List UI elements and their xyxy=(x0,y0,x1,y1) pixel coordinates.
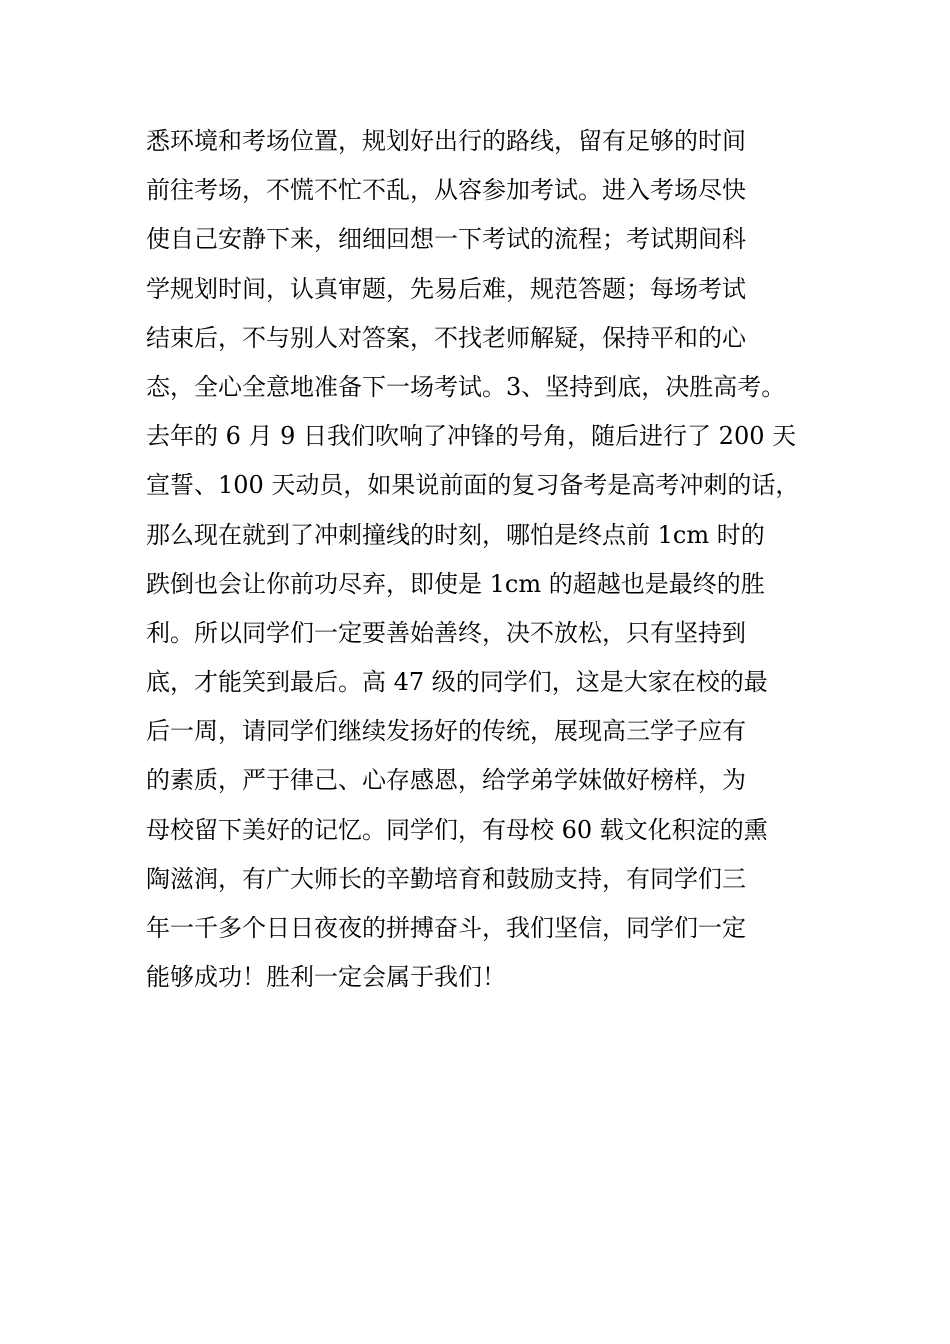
body-paragraph xyxy=(146,117,836,1002)
text-line: 利。所以同学们一定要善始善终，决不放松，只有坚持到 xyxy=(146,618,746,647)
text-line: 那么现在就到了冲刺撞线的时刻，哪怕是终点前 1cm 时的 xyxy=(146,520,765,549)
text-line: 母校留下美好的记忆。同学们，有母校 60 载文化积淀的熏 xyxy=(146,815,768,844)
text-line: 态，全心全意地准备下一场考试。3、坚持到底，决胜高考。 xyxy=(146,372,786,401)
text-line: 悉环境和考场位置，规划好出行的路线，留有足够的时间 xyxy=(146,127,746,155)
text-line: 结束后，不与别人对答案，不找老师解疑，保持平和的心 xyxy=(146,323,746,352)
text-line: 宣誓、100 天动员，如果说前面的复习备考是高考冲刺的话， xyxy=(146,471,800,500)
text-line: 年一千多个日日夜夜的拼搏奋斗，我们坚信，同学们一定 xyxy=(146,914,746,942)
text-line: 陶滋润，有广大师长的辛勤培育和鼓励支持，有同学们三 xyxy=(146,864,746,893)
text-line: 能够成功！胜利一定会属于我们！ xyxy=(146,963,506,992)
text-line: 使自己安静下来，细细回想一下考试的流程；考试期间科 xyxy=(146,225,746,254)
text-line: 后一周，请同学们继续发扬好的传统，展现高三学子应有 xyxy=(146,717,746,746)
text-line: 学规划时间，认真审题，先易后难，规范答题；每场考试 xyxy=(146,274,746,303)
text-line: 底，才能笑到最后。高 47 级的同学们，这是大家在校的最 xyxy=(146,668,768,697)
text-line: 的素质，严于律己、心存感恩，给学弟学妹做好榜样，为 xyxy=(146,766,746,795)
text-line: 前往考场，不慌不忙不乱，从容参加考试。进入考场尽快 xyxy=(146,176,746,205)
text-line: 跌倒也会让你前功尽弃，即使是 1cm 的超越也是最终的胜 xyxy=(146,569,765,598)
text-line: 去年的 6 月 9 日我们吹响了冲锋的号角，随后进行了 200 天 xyxy=(146,422,797,451)
